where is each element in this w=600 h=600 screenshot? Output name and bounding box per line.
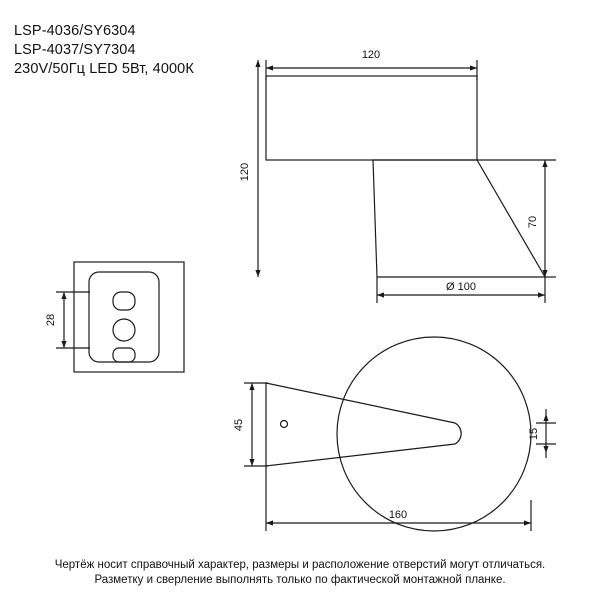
housing-rect [266,76,477,160]
arrow [255,270,260,277]
label-plan-length: 160 [388,509,408,521]
label-plate-height: 28 [45,313,57,327]
shade-cone [373,160,545,277]
arrow [61,292,66,299]
electrical-spec: 230V/50Гц LED 5Вт, 4000К [14,61,194,77]
plan-circle [337,337,531,531]
arrow [255,60,260,67]
plan-hole [281,421,288,428]
arrow [266,520,273,525]
label-plan-small: 15 [528,427,540,441]
slot-top [113,292,135,310]
mounting-plate-outer [74,262,184,372]
arrow [524,520,531,525]
label-body-height: 120 [239,162,251,182]
center-hole [113,319,135,341]
arrow [538,292,545,297]
model-code-1: LSP-4036/SY6304 [14,23,136,39]
arrow [61,341,66,348]
label-cone-diameter: Ø 100 [446,281,476,293]
arrow [249,459,254,466]
model-code-2: LSP-4037/SY7304 [14,42,136,58]
footer-note [0,558,600,588]
label-top-width: 120 [361,49,381,61]
footer-line-2: Разметку и сверление выполнять только по фактической монтажной планке. [94,574,506,586]
slot-bottom [113,348,135,362]
arrow [542,160,547,167]
arrow [377,292,384,297]
plan-body [266,383,461,466]
label-plan-depth: 45 [233,418,245,432]
label-cone-height: 70 [527,215,539,229]
arrow [470,65,477,70]
arrow [249,383,254,390]
arrow [266,65,273,70]
footer-line-1: Чертёж носит справочный характер, размеры и расположение отверстий могут отличаться. [54,559,546,571]
